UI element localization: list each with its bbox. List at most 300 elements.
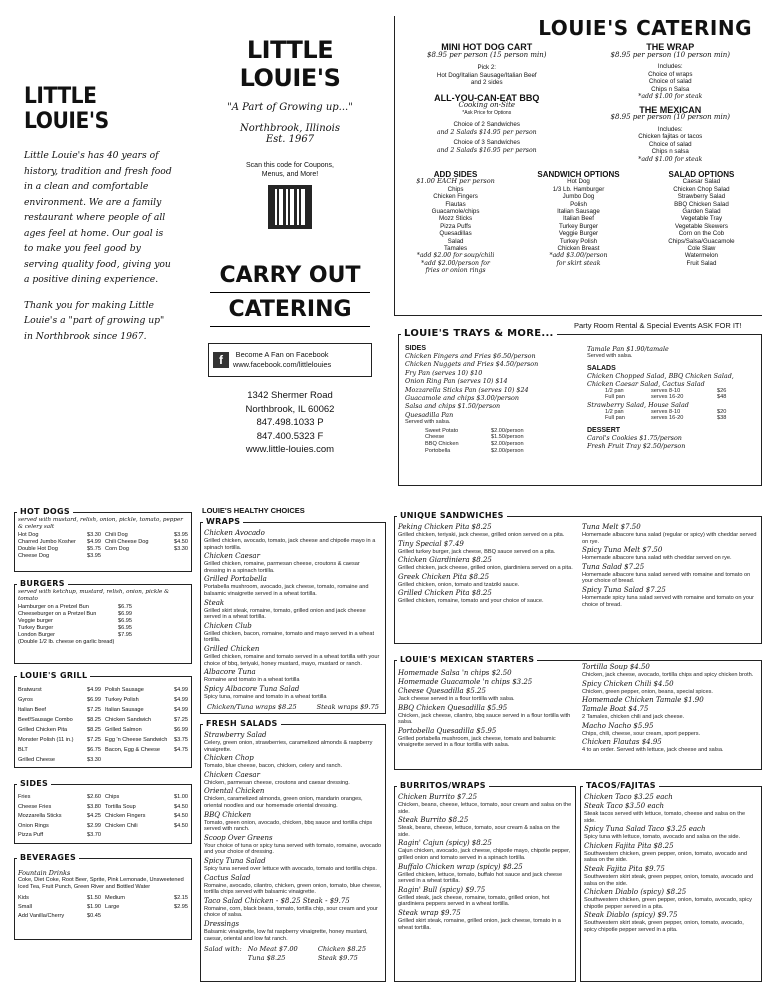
grill-item-price: $4.99 bbox=[87, 687, 101, 693]
facebook-url[interactable]: www.facebook.com/littlelouies bbox=[233, 360, 332, 369]
mexican-right bbox=[582, 663, 758, 755]
wrap-extra: *add $1.00 for steak bbox=[638, 93, 703, 100]
sandwich-option-item: Italian Beef bbox=[563, 215, 594, 223]
fresh-salad-name: BBQ Chicken bbox=[204, 810, 252, 819]
beverages-box bbox=[14, 853, 192, 940]
healthy-title: LOUIE'S HEALTHY CHOICES bbox=[202, 506, 305, 515]
side-item-name bbox=[105, 831, 170, 841]
side-item-price: $4.25 bbox=[87, 813, 101, 819]
burger-price: $6.75 bbox=[118, 604, 132, 610]
mexican-starter-desc: Jack cheese served in a flour tortilla with salsa. bbox=[398, 696, 515, 702]
wraps-box bbox=[200, 517, 386, 714]
salad-price-row-cell: $26 bbox=[717, 387, 727, 394]
salad-option-item: Caesar Salad bbox=[682, 178, 721, 186]
salad-price-row-cell: 1/2 pan bbox=[605, 408, 624, 415]
mexican-starter-name: Tamale Boat $4.75 bbox=[582, 705, 649, 714]
mexican-price: $8.95 per person (10 person min) bbox=[610, 113, 730, 121]
salad-options-list bbox=[641, 178, 762, 267]
tacos-list bbox=[581, 787, 761, 934]
burger-name: Turkey Burger bbox=[18, 625, 54, 631]
side-item-name: Cheese Fries bbox=[18, 803, 52, 810]
tacos-box bbox=[580, 781, 762, 982]
unique-sandwich-desc: Homemade spicy tuna salad served with romaine and tomato on your choice of bread. bbox=[582, 594, 754, 608]
facebook-box[interactable] bbox=[208, 343, 372, 377]
unique-sandwich-name: Grilled Chicken Pita $8.25 bbox=[398, 589, 492, 598]
mexican-starter-name: BBQ Chicken Quesadilla $5.95 bbox=[398, 703, 508, 712]
fresh-salad-desc: Your choice of tuna or spicy tuna served with tomato, romaine, avocado and your choice of dressing. bbox=[204, 842, 382, 856]
salad-with-label: Salad with: bbox=[204, 945, 242, 954]
grill-item-name: Bratwurst bbox=[18, 687, 42, 693]
salad-price-tuna: Tuna $8.25 bbox=[247, 954, 286, 963]
grill-item-price: $8.25 bbox=[87, 717, 101, 723]
side-item-price: $3.70 bbox=[87, 832, 101, 838]
hotdog-price: $4.50 bbox=[174, 539, 188, 545]
burritos-list bbox=[395, 787, 575, 931]
grill-item-price: $4.75 bbox=[174, 747, 188, 753]
fresh-salad-desc: Chicken, parmesan cheese, croutons and caesar dressing. bbox=[204, 779, 350, 786]
hotdog-name: Charred Jumbo Kosher bbox=[18, 539, 76, 545]
fresh-salad-name: Strawberry Salad bbox=[204, 731, 267, 739]
sandwich-option-item: Chicken Breast bbox=[557, 245, 600, 253]
add-side-item: Quesadillas bbox=[439, 230, 472, 238]
wrap-desc: Grilled chicken, romaine and tomato served in a wheat tortilla with your choice of bbq, teriyaki, honey mustard, mayo, mustard or ranch. bbox=[204, 653, 380, 667]
fresh-salad-name: Chicken Caesar bbox=[204, 770, 260, 779]
mexican-starter-name: Portobella Quesadilla $5.95 bbox=[398, 726, 497, 735]
mexican-desc: Chips n salsa bbox=[651, 148, 689, 155]
salad-option-item: BBQ Chicken Salad bbox=[674, 200, 729, 208]
burrito-name: Buffalo Chicken wrap (spicy) $8.25 bbox=[398, 862, 523, 871]
sandwich-extra: *add $3.00/person for skirt steak bbox=[549, 252, 608, 267]
salad-option-item: Cole Slaw bbox=[687, 245, 716, 253]
wrap-desc: Portabella mushroom, avocado, jack cheese, tomato, romaine and balsamic vinaigrette served in a wheat tortilla. bbox=[204, 584, 369, 597]
taco-desc: Southwestern chicken, green pepper, onion, tomato, avocado, spicy chipotle pepper served in a pita. bbox=[584, 897, 752, 910]
burger-row bbox=[18, 618, 132, 625]
salad-price-steak: Steak $9.75 bbox=[317, 954, 358, 963]
grill-item-price: $3.75 bbox=[174, 737, 188, 743]
grill-list bbox=[15, 677, 191, 765]
burger-price: $6.95 bbox=[118, 625, 132, 631]
taco-desc: Spicy tuna with lettuce, tomato, avocado and salsa on the side. bbox=[584, 834, 741, 841]
quesadilla-row-cell: $2.00/person bbox=[491, 427, 524, 434]
quesadilla-row-cell: Portobella bbox=[425, 447, 451, 454]
trays-sides-list bbox=[405, 352, 587, 419]
burger-name: Hamburger on a Pretzel Bun bbox=[18, 604, 89, 610]
side-item-name: Chicken Fingers bbox=[105, 813, 146, 819]
grill-item-name: Egg 'n Cheese Sandwich bbox=[105, 737, 168, 743]
unique-sandwich-name: Tuna Melt $7.50 bbox=[582, 523, 641, 531]
sandwich-option-item: Veggie Burger bbox=[558, 230, 599, 238]
quesadilla-row bbox=[425, 441, 587, 448]
taco-name: Spicy Tuna Salad Taco $3.25 each bbox=[584, 825, 706, 834]
mexican-starter-desc: Chicken, jack cheese, cilantro, bbq sauce served in a flour tortilla with salsa. bbox=[398, 712, 571, 726]
tray-side-item: Guacamole and chips $3.00/person bbox=[405, 394, 519, 403]
salad-option-item: Strawberry Salad bbox=[677, 193, 726, 201]
taco-name: Steak Taco $3.50 each bbox=[584, 802, 665, 810]
burrito-name: Steak wrap $9.75 bbox=[398, 908, 461, 917]
fresh-salad-name: Taco Salad Chicken - $8.25 Steak - $9.75 bbox=[204, 896, 350, 905]
side-item-price: $4.50 bbox=[174, 803, 188, 810]
mexican-starter-desc: Chips, chili, cheese, sour cream, sport peppers. bbox=[582, 730, 701, 737]
sides-title: SIDES bbox=[17, 779, 51, 788]
hotdog-price: $3.30 bbox=[87, 532, 101, 538]
hotdogs-box bbox=[14, 507, 192, 572]
dessert-title: DESSERT bbox=[587, 426, 621, 434]
side-item-price bbox=[174, 831, 188, 841]
fresh-salad-name: Oriental Chicken bbox=[204, 787, 265, 796]
facebook-icon: f bbox=[213, 352, 229, 368]
unique-sandwich-name: Spicy Tuna Salad $7.25 bbox=[582, 585, 666, 594]
burger-name: London Burger bbox=[18, 632, 56, 638]
city: Northbrook, Illinois bbox=[240, 123, 340, 134]
wrap-name: Albacore Tuna bbox=[204, 668, 256, 677]
mexican-starter-name: Macho Nacho $5.95 bbox=[582, 721, 654, 730]
grill-item-price: $7.25 bbox=[87, 707, 101, 713]
trays-salads-title: SALADS bbox=[587, 364, 616, 372]
beverage-price bbox=[174, 912, 188, 921]
grill-item-price: $7.25 bbox=[87, 737, 101, 743]
unique-sandwich-desc: Grilled chicken, teriyaki, jack cheese, grilled onion served on a pita. bbox=[398, 532, 565, 538]
salad-options-title: SALAD OPTIONS bbox=[668, 170, 735, 179]
grill-item-price bbox=[174, 755, 188, 765]
beverage-price: $2.15 bbox=[174, 895, 188, 901]
taco-name: Chicken Fajita Pita $8.25 bbox=[584, 841, 674, 850]
london-note: (Double 1/2 lb. cheese on garlic bread) bbox=[18, 639, 115, 645]
unique-left bbox=[398, 523, 574, 609]
quesadilla-row-cell: $2.00/person bbox=[491, 441, 524, 448]
fresh-salads-list bbox=[201, 725, 385, 942]
burger-row bbox=[18, 632, 132, 639]
trays-box bbox=[398, 328, 762, 486]
add-sides-price: $1.00 EACH per person bbox=[416, 177, 495, 186]
hotdog-price: $5.75 bbox=[87, 546, 101, 552]
salad-option-item: Watermelon bbox=[684, 252, 718, 260]
beverage-name: Large bbox=[105, 904, 120, 910]
salad-price-row-cell: serves 16-20 bbox=[651, 394, 684, 401]
burgers-title: BURGERS bbox=[17, 579, 68, 588]
salads-box bbox=[200, 719, 386, 982]
mexican-starter-name: Homemade Salsa 'n chips $2.50 bbox=[398, 669, 512, 677]
hotdog-name: Chili Dog bbox=[105, 532, 128, 538]
phone[interactable]: 847.498.1033 P bbox=[256, 417, 324, 428]
sandwich-options-list bbox=[516, 178, 641, 252]
unique-sandwich-desc: Grilled chicken, onion, tomato and tzatziki sauce. bbox=[398, 581, 520, 588]
burrito-desc: Grilled chicken, lettuce, tomato, buffalo hot sauce and jack cheese served in a wheat tortilla. bbox=[398, 871, 563, 885]
unique-sandwich-desc: Grilled turkey burger, jack cheese, BBQ sauce served on a pita. bbox=[398, 548, 556, 555]
tray-side-item: Mozzarella Sticks Pan (serves 10) $24 bbox=[405, 385, 529, 394]
mexican-left bbox=[398, 663, 574, 755]
salad-option-item: Vegetable Tray bbox=[680, 215, 723, 223]
tagline: "A Part of Growing up..." bbox=[227, 102, 353, 113]
wraps-price-chicken: Chicken/Tuna wraps $8.25 bbox=[207, 703, 297, 712]
add-side-item: Chicken Fingers bbox=[433, 193, 478, 201]
website[interactable]: www.little-louies.com bbox=[245, 444, 335, 455]
salad-price-row bbox=[605, 409, 755, 416]
bbq-sub: Cooking on-Site bbox=[458, 101, 516, 109]
grill-item-name: Grilled Chicken Pita bbox=[18, 727, 68, 733]
side-item-price: $4.50 bbox=[174, 813, 188, 819]
grill-item-name: Monster Polish (11 in.) bbox=[18, 737, 74, 743]
hotdog-name: Chili Cheese Dog bbox=[105, 539, 149, 545]
fresh-salad-name: Spicy Tuna Salad bbox=[204, 856, 266, 865]
thanks-text: Thank you for making Little Louie's a "part of growing up" in Northbrook since 1967. bbox=[24, 299, 165, 342]
add-side-item: Tamales bbox=[444, 245, 468, 253]
fresh-salad-desc: Tomato, green onion, avocado, chicken, bbq sauce and tortilla chips served with ranch. bbox=[204, 819, 373, 833]
fountain-desc: Coke, Diet Coke, Root Beer, Sprite, Pink Lemonade, Unsweetened Iced Tea, Fruit Punch, Green River and Bottled Water bbox=[18, 877, 184, 890]
left-panel bbox=[24, 84, 174, 344]
hotdog-price: $4.99 bbox=[87, 539, 101, 545]
add-side-item: Chips bbox=[447, 185, 464, 193]
burgers-list bbox=[15, 604, 135, 639]
wrap-desc: Choice of wraps bbox=[648, 70, 693, 78]
unique-sandwich-desc: Homemade albacore tuna salad (regular or spicy) with cheddar served on rye. bbox=[582, 532, 757, 545]
mexican-starter-desc: 2 Tamales, chicken chili and jack cheese. bbox=[582, 714, 685, 721]
taco-desc: Southwestern chicken, green pepper, onion, tomato, avocado and salsa on the side. bbox=[584, 850, 747, 864]
sandwich-option-item: Hot Dog bbox=[567, 178, 590, 186]
fresh-salad-desc: Spicy tuna served over lettuce with avocado, tomato and tortilla chips. bbox=[204, 865, 377, 872]
burgers-note: served with ketchup, mustard, relish, onion, pickle & tomato bbox=[18, 589, 170, 602]
mexican-starter-desc: Chicken, jack cheese, avocado, tortilla chips and spicy chicken broth. bbox=[582, 672, 754, 678]
logo-mid: LITTLE LOUIE'S bbox=[239, 36, 341, 92]
healthy-panel bbox=[202, 506, 386, 515]
sandwich-option-item: Turkey Burger bbox=[559, 222, 598, 230]
mexican-desc: Chicken fajitas or tacos bbox=[638, 133, 703, 140]
grill-item-price: $4.99 bbox=[174, 697, 188, 703]
grill-item-price: $6.99 bbox=[87, 697, 101, 703]
tray-side-item: Salsa and chips $1.50/person bbox=[405, 402, 501, 411]
mexican-starter-name: Homemade Guacamole 'n chips $3.25 bbox=[398, 678, 533, 686]
mexican-starters-title: LOUIE'S MEXICAN STARTERS bbox=[397, 655, 537, 664]
grill-item-name: Turkey Polish bbox=[105, 697, 139, 703]
hotdogs-title: HOT DOGS bbox=[17, 507, 73, 516]
salad-price-row bbox=[605, 415, 755, 422]
quesadilla-row bbox=[425, 448, 587, 455]
grill-item-price: $8.25 bbox=[87, 727, 101, 733]
wrap-desc: Spicy tuna, romaine and tomato in a wheat tortilla bbox=[204, 693, 327, 700]
carry-out-heading: CARRY OUT bbox=[219, 263, 361, 288]
mexican-starter-name: Spicy Chicken Chili $4.50 bbox=[582, 679, 674, 688]
scan-text: Scan this code for Coupons, Menus, and More! bbox=[246, 162, 334, 178]
add-sides-list bbox=[395, 186, 516, 253]
sandwich-option-item: Turkey Polish bbox=[559, 237, 598, 245]
add-side-item: Mozz Sticks bbox=[439, 215, 473, 223]
grill-item-name: Gyros bbox=[18, 697, 33, 703]
burrito-desc: Chicken, beans, cheese, lettuce, tomato, sour cream and salsa on the side. bbox=[398, 802, 572, 815]
fresh-salad-desc: Chicken, caramelized almonds, green onion, mandarin oranges, oriental noodles and our homemade oriental dressing. bbox=[204, 796, 363, 809]
burger-price: $6.99 bbox=[118, 611, 132, 617]
taco-name: Steak Diablo (spicy) $9.75 bbox=[584, 911, 678, 920]
wrap-name: Grilled Portabella bbox=[204, 575, 267, 584]
catering-heading: CATERING bbox=[228, 297, 352, 322]
mexican-starter-name: Chicken Flautas $4.95 bbox=[582, 738, 662, 747]
quesadilla-row-cell: BBQ Chicken bbox=[425, 441, 459, 448]
fresh-salads-title: FRESH SALADS bbox=[203, 719, 281, 728]
sandwich-option-item: Italian Sausage bbox=[557, 208, 600, 216]
hotdog-name: Hot Dog bbox=[18, 532, 39, 538]
fresh-salad-desc: Romaine, avocado, cilantro, chicken, green onion, tomato, blue cheese, tortilla chips served with balsamic vinaigrette. bbox=[204, 882, 382, 896]
wrap-desc: Romaine and tomato in a wheat tortilla bbox=[204, 677, 300, 684]
unique-sandwich-name: Tiny Special $7.49 bbox=[398, 539, 464, 548]
mexican-extra: *add $1.00 for steak bbox=[638, 155, 703, 163]
fountain-title: Fountain Drinks bbox=[18, 869, 71, 877]
burgers-box bbox=[14, 579, 192, 664]
burrito-name: Ragin' Cajun (spicy) $8.25 bbox=[398, 839, 492, 848]
add-sides-extra: *add $2.00 for soup/chili bbox=[416, 252, 495, 260]
salad-price-row-cell: serves 8-10 bbox=[651, 387, 681, 394]
mexican-starters-box bbox=[394, 655, 762, 770]
fresh-salad-desc: Balsamic vinaigrette, low fat raspberry vinaigrette, honey mustard, caesar, oriental and low fat ranch. bbox=[204, 928, 368, 942]
dessert-2: Fresh Fruit Tray $2.50/person bbox=[587, 441, 686, 450]
salad-option-item: Fruit Salad bbox=[686, 259, 717, 267]
grill-item-price: $3.30 bbox=[87, 757, 101, 763]
burrito-desc: Grilled skirt steak, romaine, grilled onion, jack cheese, tomato in a wheat tortilla. bbox=[398, 917, 561, 931]
beverage-price: $0.45 bbox=[87, 913, 101, 919]
wrap-title: THE WRAP bbox=[646, 42, 695, 52]
fresh-salad-desc: Celery, green onion, strawberries, caramelized almonds & raspberry vinaigrette. bbox=[204, 740, 373, 753]
side-item-name: Fries bbox=[18, 794, 31, 800]
tray-side-item: Quesadilla Pan bbox=[405, 410, 454, 419]
mexican-starter-name: Cheese Quesadilla $5.25 bbox=[398, 687, 486, 695]
hotdogs-note: served with mustard, relish, onion, pickle, tomato, pepper & celery salt bbox=[18, 517, 183, 530]
salad-price-row-cell: serves 8-10 bbox=[651, 408, 681, 415]
taco-name: Chicken Taco $3.25 each bbox=[584, 793, 673, 801]
wraps-list bbox=[201, 523, 385, 700]
taco-name: Steak Fajita Pita $9.75 bbox=[584, 864, 665, 873]
side-item-price: $4.50 bbox=[174, 822, 188, 829]
salad-price-nomeat: No Meat $7.00 bbox=[247, 945, 298, 954]
grill-item-name: BLT bbox=[18, 747, 28, 753]
burrito-name: Chicken Burrito $7.25 bbox=[398, 793, 478, 801]
tray-side-item: Chicken Fingers and Fries $6.50/person bbox=[405, 352, 536, 360]
grill-item-name bbox=[105, 755, 170, 765]
hotdog-cart-desc: and 2 sides bbox=[470, 79, 503, 86]
wraps-price-steak: Steak wraps $9.75 bbox=[316, 703, 379, 712]
quesadilla-row-cell: $2.00/person bbox=[491, 447, 524, 454]
add-side-item: Flautas bbox=[445, 200, 466, 208]
bbq-desc: and 2 Salads $14.95 per person bbox=[436, 128, 537, 136]
burger-row bbox=[18, 604, 132, 611]
quesadilla-table bbox=[405, 428, 587, 454]
quesadilla-row bbox=[425, 428, 587, 435]
hotdog-name: Double Hot Dog bbox=[18, 546, 58, 552]
salad-price-row bbox=[605, 388, 755, 395]
tacos-title: TACOS/FAJITAS bbox=[583, 781, 659, 790]
wrap-desc: Includes: bbox=[657, 63, 683, 70]
unique-sandwich-name: Spicy Tuna Melt $7.50 bbox=[582, 546, 663, 555]
salad-price-chicken: Chicken $8.25 bbox=[317, 945, 367, 954]
fresh-salad-desc: Tomato, blue cheese, bacon, chicken, celery and ranch. bbox=[204, 763, 343, 770]
salad-price-row-cell: Full pan bbox=[605, 394, 625, 401]
add-sides-title: ADD SIDES bbox=[433, 170, 478, 179]
catering-title: LOUIE'S CATERING bbox=[538, 16, 752, 40]
tamale-pan: Tamale Pan $1.90/tamale bbox=[587, 345, 669, 353]
established: Est. 1967 bbox=[265, 134, 315, 145]
qr-code[interactable] bbox=[268, 185, 312, 229]
burritos-title: BURRITOS/WRAPS bbox=[397, 781, 489, 790]
burger-name: Veggie burger bbox=[18, 618, 53, 624]
fresh-salad-name: Scoop Over Greens bbox=[204, 833, 273, 842]
salad-price-row bbox=[605, 394, 755, 401]
beverage-name bbox=[105, 912, 170, 921]
dessert-1: Carol's Cookies $1.75/person bbox=[587, 433, 682, 442]
beverage-name: Medium bbox=[105, 895, 125, 901]
bbq-desc: and 2 Salads $16.95 per person bbox=[436, 146, 537, 154]
address-line2: Northbrook, IL 60062 bbox=[245, 403, 335, 415]
hotdog-cart-title: MINI HOT DOG CART bbox=[441, 42, 533, 52]
tray-side-item: Fry Pan (serves 10) $10 bbox=[405, 368, 483, 377]
salad-option-item: Vegetable Skewers bbox=[674, 222, 728, 230]
wrap-desc: Choice of salad bbox=[648, 78, 692, 85]
quesadilla-row-cell: Cheese bbox=[425, 434, 445, 441]
side-item-price: $2.60 bbox=[87, 794, 101, 800]
unique-sandwiches-box bbox=[394, 511, 762, 644]
wrap-price: $8.95 per person (10 person min) bbox=[610, 50, 730, 59]
grill-item-name: Grilled Cheese bbox=[18, 757, 55, 763]
side-item-name: Onion Rings bbox=[18, 822, 49, 829]
grill-box bbox=[14, 671, 192, 768]
side-item-price: $3.80 bbox=[87, 803, 101, 810]
grill-item-name: Chicken Sandwich bbox=[105, 717, 152, 723]
salad-price-row-cell: $38 bbox=[717, 415, 727, 422]
taco-desc: Southwestern skirt steak, green pepper, onion, tomato, avocado, spicy chipotle pepper served in a pita. bbox=[584, 920, 744, 933]
wrap-name: Chicken Club bbox=[204, 621, 252, 630]
mexican-starter-desc: 4 to an order. Served with lettuce, jack cheese and salsa. bbox=[582, 747, 724, 754]
burrito-name: Ragin' Bull (spicy) $9.75 bbox=[398, 885, 486, 894]
wrap-desc: Grilled skirt steak, romaine, tomato, grilled onion and jack cheese served in a wheat tortilla. bbox=[204, 607, 366, 621]
unique-sandwich-desc: Grilled chicken, jack cheese, grilled onion, giardiniera served on a pita. bbox=[398, 565, 573, 572]
grill-item-price: $4.99 bbox=[174, 707, 188, 713]
wrap-name: Spicy Albacore Tuna Salad bbox=[204, 684, 300, 693]
mexican-starter-name: Homemade Chicken Tamale $1.90 bbox=[582, 696, 704, 705]
grill-item-name: Italian Sausage bbox=[105, 707, 144, 713]
trays-title: LOUIE'S TRAYS & MORE... bbox=[401, 328, 557, 339]
grill-item-price: $6.99 bbox=[174, 727, 188, 733]
grill-item-price: $7.25 bbox=[174, 717, 188, 723]
bbq-desc: Choice of 2 Sandwiches bbox=[453, 121, 520, 128]
grill-item-price: $6.75 bbox=[87, 747, 101, 753]
logo-left: LITTLE LOUIE'S bbox=[24, 84, 109, 134]
wrap-desc: Grilled chicken, romaine, parmesan cheese, croutons & caesar dressing in a spinach tortilla. bbox=[204, 561, 360, 574]
trays-salads2: Strawberry Salad, House Salad bbox=[587, 400, 689, 409]
beverages-title: BEVERAGES bbox=[17, 853, 79, 862]
quesadilla-note: Served with salsa. bbox=[405, 419, 451, 426]
about-text: Little Louie's has 40 years of history, tradition and fresh food in a clean and comfortable environment. We are a family restaurant where people of all ages feel at home. Our goal is to make you feel good by serving quality food, giving you a positive dining experience. bbox=[24, 150, 172, 285]
salad-option-item: Garden Salad bbox=[682, 208, 721, 216]
hotdog-cart-price: $8.95 per person (15 person min) bbox=[427, 50, 547, 59]
burrito-desc: Cajun chicken, avocado, jack cheese, chipotle mayo, chipotle pepper, grilled onion and tomato served in a spinach tortilla. bbox=[398, 848, 571, 861]
side-item-name: Mozzarella Sticks bbox=[18, 813, 62, 819]
quesadilla-row-cell: $1.50/person bbox=[491, 434, 524, 441]
burger-name: Cheeseburger on a Pretzel Bun bbox=[18, 611, 97, 617]
beverage-list bbox=[15, 891, 191, 921]
salad-option-item: Chips/Salsa/Guacamole bbox=[668, 237, 735, 245]
unique-sandwich-desc: Homemade albacore tuna salad with cheddar served on rye. bbox=[582, 555, 732, 562]
salads1-prices bbox=[587, 388, 755, 401]
burrito-desc: Grilled steak, jack cheese, romaine, tomato, grilled onion, hot giardiniera peppers served in a wheat tortilla. bbox=[398, 894, 550, 908]
taco-desc: Steak tacos served with lettuce, tomato, cheese and salsa on the side. bbox=[584, 811, 746, 824]
bbq-desc: Choice of 3 Sandwiches bbox=[453, 139, 520, 146]
hotdog-cart-desc: Pick 2: bbox=[477, 64, 497, 71]
sandwich-option-item: 1/3 Lb. Hamburger bbox=[552, 185, 605, 193]
grill-title: LOUIE'S GRILL bbox=[17, 671, 90, 680]
unique-sandwich-name: Chicken Giardiniera $8.25 bbox=[398, 556, 492, 565]
hotdog-price: $3.95 bbox=[174, 532, 188, 538]
hotdog-name: Cheese Dog bbox=[18, 553, 50, 559]
grill-item-name: Grilled Salmon bbox=[105, 727, 142, 733]
fresh-salad-name: Cactus Salad bbox=[204, 873, 251, 882]
unique-sandwich-desc: Homemade albacore tuna salad served with romaine and tomato on your choice of bread. bbox=[582, 571, 751, 585]
mexican-desc: Choice of salad bbox=[648, 140, 692, 148]
taco-name: Chicken Diablo (spicy) $8.25 bbox=[584, 888, 687, 897]
